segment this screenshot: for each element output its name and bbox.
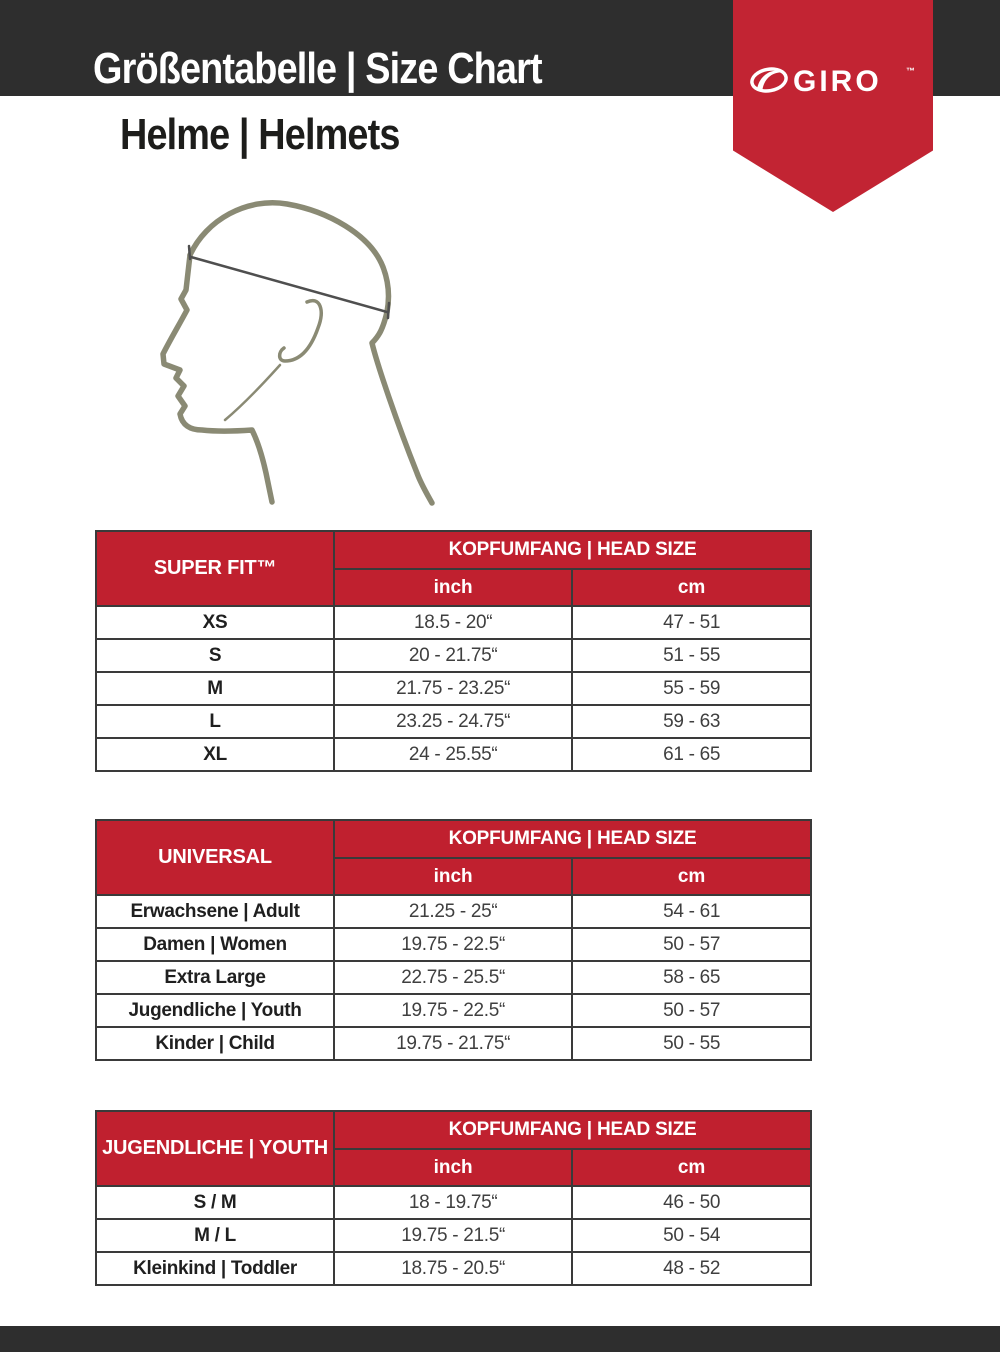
- table-row: [96, 1186, 811, 1219]
- size-label-cell: Damen | Women: [96, 928, 334, 961]
- giro-eye-icon: [749, 64, 790, 95]
- brand-trademark: ™: [906, 66, 915, 76]
- cm-value-cell: 48 - 52: [572, 1252, 811, 1285]
- cm-value-cell: 61 - 65: [572, 738, 811, 771]
- inch-value-cell: 18.75 - 20.5“: [334, 1252, 572, 1285]
- category-header-cell: JUGENDLICHE | YOUTH: [96, 1111, 334, 1186]
- cm-value-cell: 50 - 54: [572, 1219, 811, 1252]
- inch-value-cell: 19.75 - 22.5“: [334, 928, 572, 961]
- inch-value-cell: 19.75 - 21.5“: [334, 1219, 572, 1252]
- inch-value-cell: 21.25 - 25“: [334, 895, 572, 928]
- table-row: [96, 961, 811, 994]
- cm-value-cell: 47 - 51: [572, 606, 811, 639]
- table-row: [96, 994, 811, 1027]
- inch-value-cell: 19.75 - 21.75“: [334, 1027, 572, 1060]
- inch-value-cell: 19.75 - 22.5“: [334, 994, 572, 1027]
- size-table-youth: [95, 1110, 812, 1286]
- cm-value-cell: 50 - 57: [572, 994, 811, 1027]
- inch-value-cell: 24 - 25.55“: [334, 738, 572, 771]
- size-table-universal: [95, 819, 812, 1061]
- size-label-cell: M / L: [96, 1219, 334, 1252]
- table-row: [96, 1219, 811, 1252]
- size-label-cell: XS: [96, 606, 334, 639]
- table-row: [96, 1252, 811, 1285]
- cm-value-cell: 55 - 59: [572, 672, 811, 705]
- table-row: [96, 738, 811, 771]
- brand-name: GIRO: [793, 65, 882, 98]
- size-label-cell: L: [96, 705, 334, 738]
- head-size-header-cell: KOPFUMFANG | HEAD SIZE: [334, 820, 811, 858]
- table-row: [96, 639, 811, 672]
- inch-header-cell: inch: [334, 569, 572, 606]
- size-label-cell: S: [96, 639, 334, 672]
- size-label-cell: M: [96, 672, 334, 705]
- size-label-cell: S / M: [96, 1186, 334, 1219]
- inch-value-cell: 22.75 - 25.5“: [334, 961, 572, 994]
- inch-value-cell: 23.25 - 24.75“: [334, 705, 572, 738]
- table-row: [96, 895, 811, 928]
- cm-header-cell: cm: [572, 858, 811, 895]
- table-row: [96, 606, 811, 639]
- head-measurement-illustration: [122, 182, 480, 508]
- head-size-header-cell: KOPFUMFANG | HEAD SIZE: [334, 531, 811, 569]
- inch-value-cell: 18 - 19.75“: [334, 1186, 572, 1219]
- page-title: Größentabelle | Size Chart: [93, 44, 542, 93]
- table-row: [96, 672, 811, 705]
- cm-value-cell: 51 - 55: [572, 639, 811, 672]
- inch-value-cell: 18.5 - 20“: [334, 606, 572, 639]
- inch-header-cell: inch: [334, 1149, 572, 1186]
- cm-value-cell: 50 - 57: [572, 928, 811, 961]
- page-subtitle: Helme | Helmets: [120, 110, 400, 159]
- brand-ribbon: [733, 0, 933, 212]
- head-size-header-cell: KOPFUMFANG | HEAD SIZE: [334, 1111, 811, 1149]
- category-header-cell: SUPER FIT™: [96, 531, 334, 606]
- size-label-cell: Extra Large: [96, 961, 334, 994]
- size-table-superfit: [95, 530, 812, 772]
- cm-value-cell: 50 - 55: [572, 1027, 811, 1060]
- footer-bar: [0, 1326, 1000, 1352]
- category-header-cell: UNIVERSAL: [96, 820, 334, 895]
- table-row: [96, 705, 811, 738]
- cm-header-cell: cm: [572, 1149, 811, 1186]
- size-label-cell: Erwachsene | Adult: [96, 895, 334, 928]
- inch-value-cell: 20 - 21.75“: [334, 639, 572, 672]
- inch-header-cell: inch: [334, 858, 572, 895]
- size-label-cell: XL: [96, 738, 334, 771]
- cm-value-cell: 59 - 63: [572, 705, 811, 738]
- size-label-cell: Kinder | Child: [96, 1027, 334, 1060]
- table-row: [96, 928, 811, 961]
- size-label-cell: Jugendliche | Youth: [96, 994, 334, 1027]
- size-label-cell: Kleinkind | Toddler: [96, 1252, 334, 1285]
- giro-logo: [749, 60, 917, 104]
- cm-value-cell: 58 - 65: [572, 961, 811, 994]
- inch-value-cell: 21.75 - 23.25“: [334, 672, 572, 705]
- cm-value-cell: 54 - 61: [572, 895, 811, 928]
- cm-header-cell: cm: [572, 569, 811, 606]
- cm-value-cell: 46 - 50: [572, 1186, 811, 1219]
- table-row: [96, 1027, 811, 1060]
- measuring-band: [189, 246, 389, 318]
